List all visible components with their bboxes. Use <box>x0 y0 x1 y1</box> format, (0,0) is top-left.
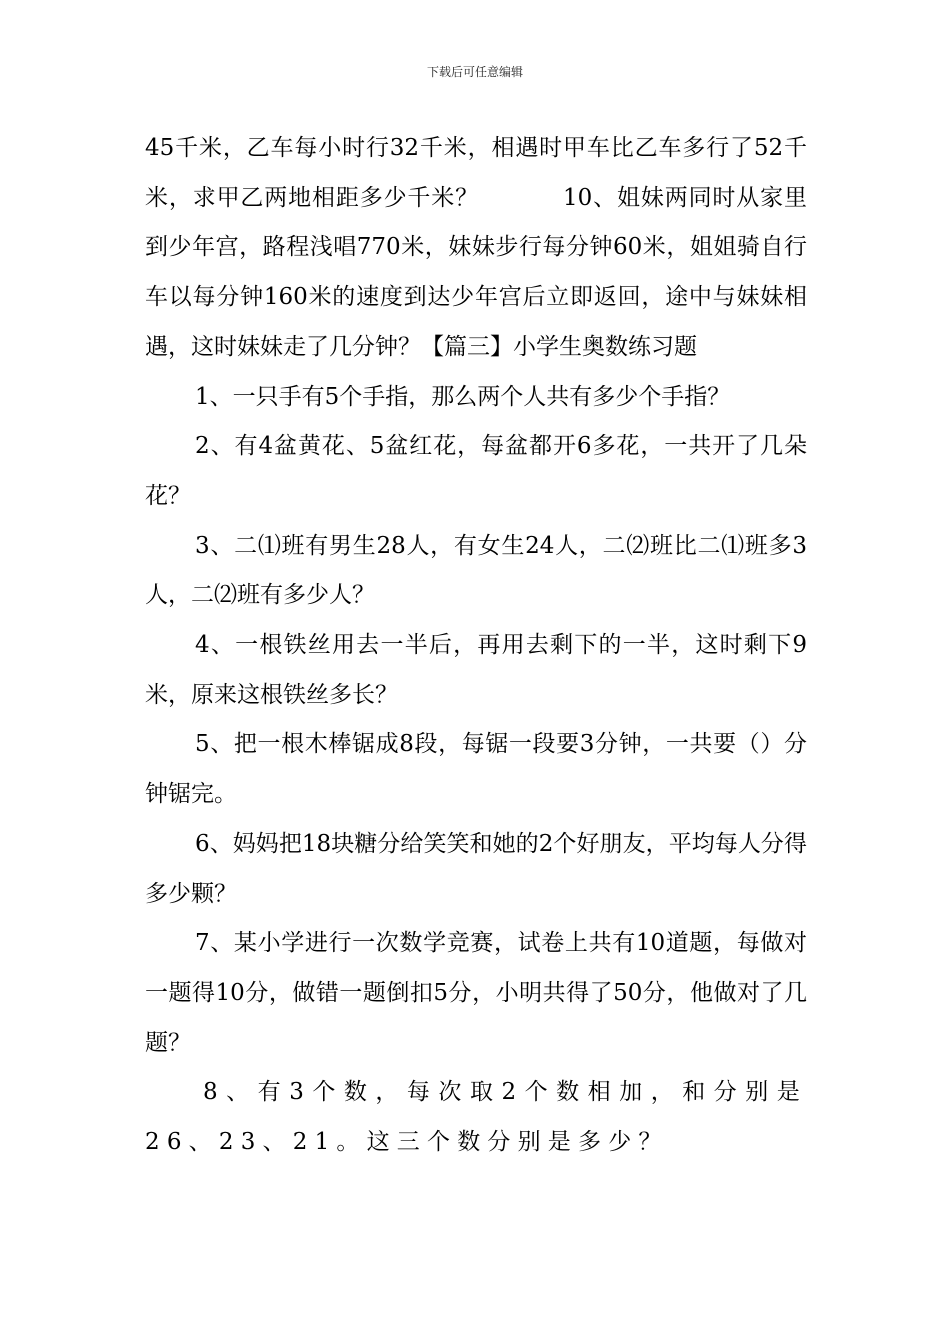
question-5: 5、把一根木棒锯成8段，每锯一段要3分钟，一共要（）分钟锯完。 <box>145 731 807 808</box>
continuation-text-1: 45千米，乙车每小时行32千米，相遇时甲车比乙车多行了52千米，求甲乙两地相距多少千米？ <box>145 135 807 211</box>
question-2: 2、有4盆黄花、5盆红花，每盆都开6多花，一共开了几朵花？ <box>145 433 807 509</box>
continuation-text-2: 10、姐妹两同时从家里到少年宫，路程浅唱770米，妹妹步行每分钟60米，姐姐骑自行车以每分钟160米的速度到达少年宫后立即返回，途中与妹妹相遇，这时妹妹走了几分钟？【篇三】小学生奥数练习题 <box>145 184 807 360</box>
continuation-paragraph <box>145 124 807 373</box>
page-header: 下载后可任意编辑 <box>426 65 523 79</box>
question-6: 6、妈妈把18块糖分给笑笑和她的2个好朋友，平均每人分得多少颗？ <box>145 830 807 907</box>
question-7: 7、某小学进行一次数学竞赛，试卷上共有10道题，每做对一题得10分，做错一题倒扣5分，小明共得了50分，他做对了几题？ <box>145 930 807 1056</box>
question-4: 4、一根铁丝用去一半后，再用去剩下的一半，这时剩下9米，原来这根铁丝多长？ <box>145 632 807 708</box>
question-3: 3、二⑴班有男生28人，有女生24人，二⑵班比二⑴班多3人，二⑵班有多少人？ <box>145 532 807 609</box>
question-8: 8、有3个数，每次取2个数相加，和分别是26、23、21。这三个数分别是多少？ <box>145 1079 807 1156</box>
question-1: 1、一只手有5个手指，那么两个人共有多少个手指？ <box>195 383 731 410</box>
document-body <box>145 124 807 1168</box>
